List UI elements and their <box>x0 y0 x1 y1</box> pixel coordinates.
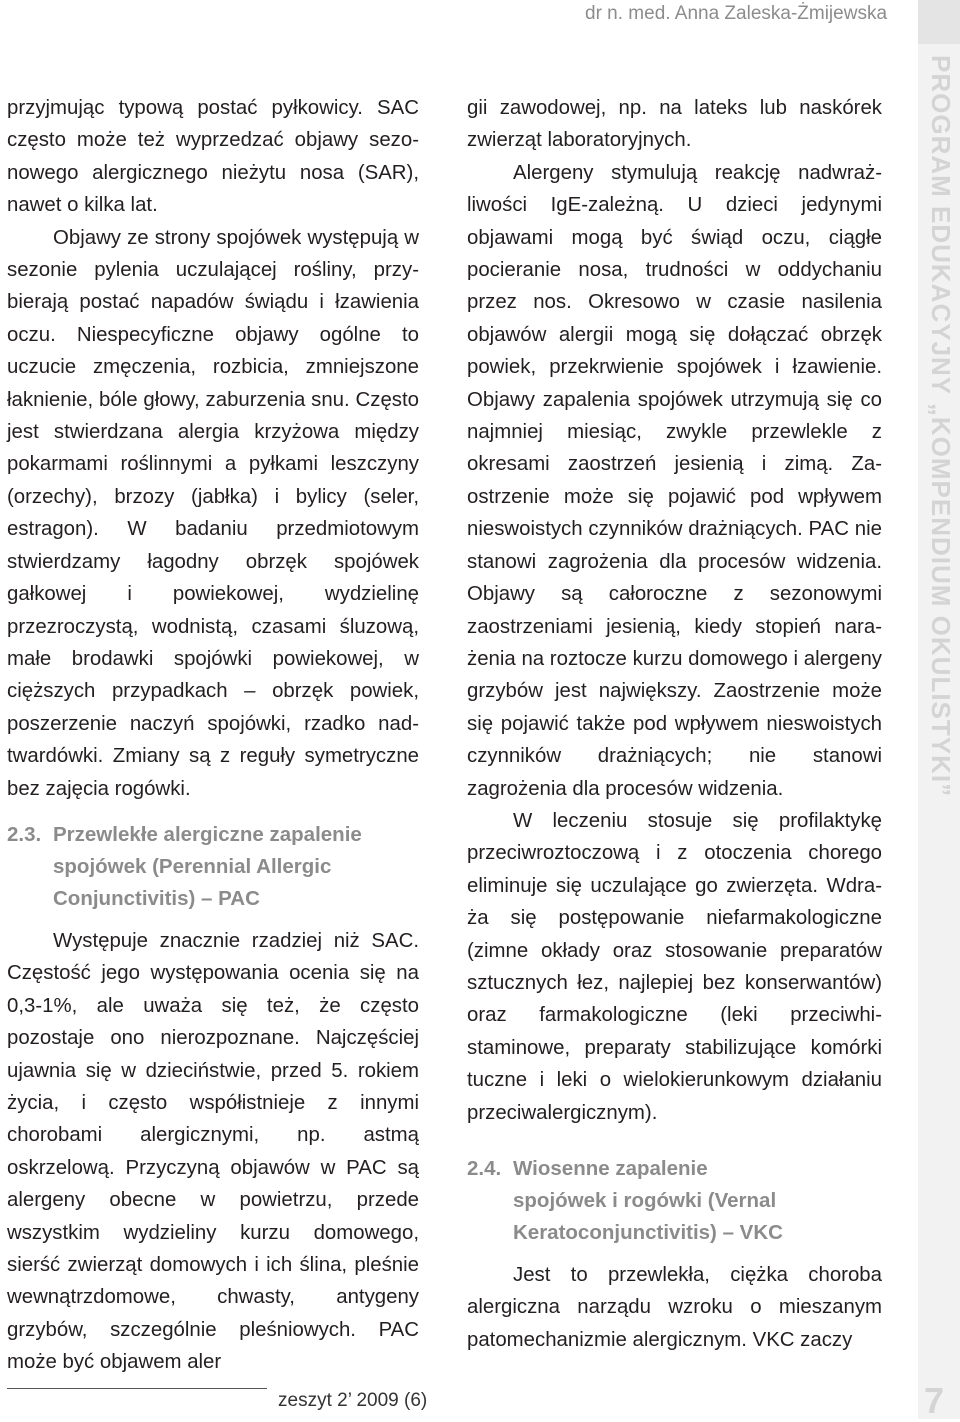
paragraph: gii zawodowej, np. na lateks lub naskórek zwierząt laboratoryjnych. <box>467 97 882 152</box>
page-number: 7 <box>924 1380 945 1421</box>
section-heading <box>7 819 419 915</box>
section-title: Wiosenne zapalenie spojówek i rogówki (Vernal Keratoconjunctivitis) – VKC <box>513 1157 783 1244</box>
paragraph: przyjmując typową postać pyłkowicy. SAC często może też wyprzedzać objawy sezonowego alergicznego nieżytu nosa (SAR), nawet o kilka lat. <box>7 97 419 217</box>
right-column <box>467 92 882 1356</box>
section-heading <box>467 1153 882 1249</box>
side-band-top <box>918 0 960 44</box>
paragraph: Jest to przewlekła, ciężka choroba alergiczna narządu wzroku o mieszanym patomechanizmie alergicznym. VKC zaczy <box>467 1264 882 1351</box>
section-number: 2.4. <box>467 1157 502 1180</box>
footer-issue: zeszyt 2’ 2009 (6) <box>278 1390 428 1411</box>
section-title: Przewlekłe alergiczne zapalenie spojówek (Perennial Allergic Conjunctivitis) – PAC <box>53 822 362 910</box>
paragraph: Występuje znacznie rzadziej niż SAC. Częstość jego występowania ocenia się na 0,3-1%, ale uważa się też, że często pozostaje ono nierozpoznane. Najczęściej ujawnia się w dzieciństwie, przed 5. rokiem życia, i często współistnieje z innymi chorobami alergicznymi, np. astmą oskrzelową. Przyczyną objawów w PAC są alergeny obecne w powietrzu, przede wszystkim wydzieliny kurzu domowego, sierść zwierząt domowych i ich ślina, pleśnie wewnątrzdomowe, chwasty, antygeny grzybów, szczególnie pleśniowych. PAC może być objawem aler <box>7 929 419 1374</box>
paragraph: W leczeniu stosuje się profilaktykę przeciwroztoczową i z otoczenia chorego eliminuje się uczulające go zwierzęta. Wdraża się postępowanie niefarmakologiczne (zimne okłady oraz stosowanie preparatów sztucznych łez, najlepiej bez konserwantów) oraz farmakologiczne (leki przeciwhistaminowe, preparaty stabilizujące komórki tuczne i leki o wielokierunkowym działaniu przeciwalergicznym). <box>467 809 882 1124</box>
section-number: 2.3. <box>7 822 42 846</box>
paragraph: Alergeny stymulują reakcję nadwrażliwości IgE-zależną. U dzieci jedynymi objawami mogą być świąd oczu, ciągłe pocieranie nosa, trudności w oddychaniu przez nos. Okresowo w czasie nasilenia objawów alergii mogą się dołączać obrzęk powiek, przekrwienie spojówek i łzawienie. Objawy zapalenia spojówek utrzymują się co najmniej miesiąc, zwykle przewlekle z okresami zaostrzeń jesienią i zimą. Zaostrzenie może się pojawić pod wpływem nieswoistych czynników drażniących. PAC nie stanowi zagrożenia dla procesów widzenia. Objawy są całoroczne z sezonowymi zaostrzeniami jesienią, kiedy stopień narażenia na roztocze kurzu domowego i alergeny grzybów jest największy. Zaostrzenie może się pojawić także pod wpływem nieswoistych czynników drażniących; nie stanowi zagrożenia dla procesów widzenia. <box>467 161 882 800</box>
left-column <box>7 92 419 1379</box>
paragraph: Objawy ze strony spojówek występują w sezonie pylenia uczulającej rośliny, przybierają postać napadów świądu i łzawienia oczu. Niespecyficzne objawy ogólne to uczucie zmęczenia, rozbicia, zmniejszone łaknienie, bóle głowy, zaburzenia snu. Często jest stwierdzana alergia krzyżowa między pokarmami roślinnymi a pyłkami leszczyny (orzechy), brzozy (jabłka) i bylicy (seler, estragon). W badaniu przedmiotowym stwierdzamy łagodny obrzęk spojówek gałkowej i powiekowej, wydzielinę przezroczystą, wodnistą, czasami śluzową, małe brodawki spojówki powiekowej, w cięższych przypadkach – obrzęk powiek, poszerzenie naczyń spojówki, rzadko nadtwardówki. Zmiany są z reguły symetryczne bez zajęcia rogówki. <box>7 226 419 800</box>
program-side-label: PROGRAM EDUKACYJNY „KOMPENDIUM OKULISTYKI” <box>926 55 956 798</box>
header-author: dr n. med. Anna Zaleska-Żmijewska <box>585 3 888 24</box>
footer-rule <box>7 1388 267 1389</box>
